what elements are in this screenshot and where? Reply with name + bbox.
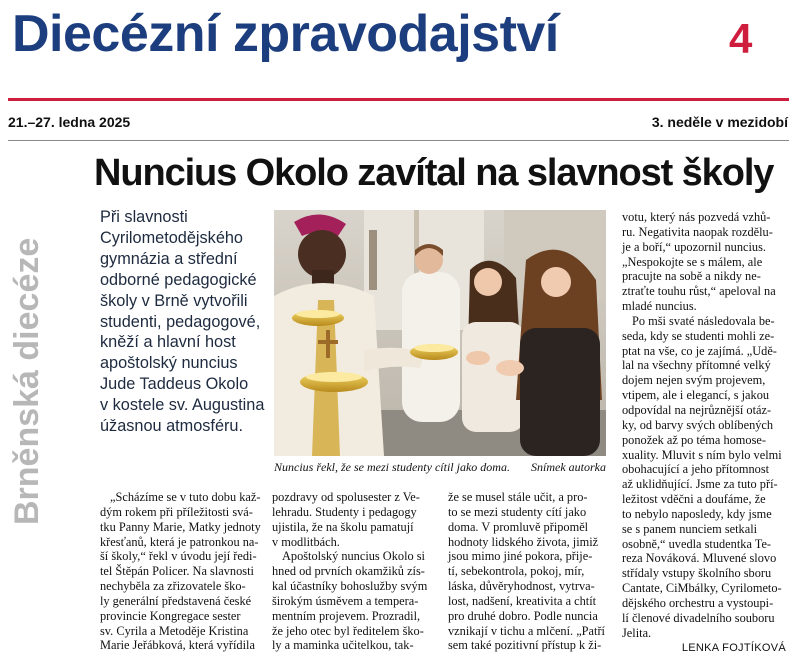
text-line: „Scházíme se v tuto dobu kaž-	[110, 490, 261, 504]
text-line: vtipem, ale i elegancí, s jakou	[622, 388, 770, 403]
article-author: LENKA FOJTÍKOVÁ	[681, 642, 786, 655]
lead-line: v kostele sv. Augustina	[100, 396, 265, 415]
article-headline: Nuncius Okolo zavítal na slavnost školy	[94, 152, 774, 194]
body-column-2	[272, 490, 436, 653]
body-column-3	[448, 490, 612, 653]
text-line: provincie Kongregace sester	[100, 608, 241, 623]
text-line: sem také pozitivní přístup k ži-	[448, 638, 602, 653]
text-line: až uklidňující. Jsme za tuto pří-	[622, 477, 778, 492]
lead-line: gymnázia a střední	[100, 249, 238, 268]
lead-line: školy v Brně vytvořili	[100, 291, 248, 310]
text-line: kal účastníky bohoslužby svým	[272, 579, 428, 594]
caption-text: Nuncius řekl, že se mezi studenty cítil jako doma.	[274, 460, 510, 474]
text-line: křesťanů, která je patronkou na-	[100, 534, 259, 549]
text-line: tí, sebekontrola, pokoj, mír,	[448, 564, 585, 579]
text-line: ptat na vše, co je zajímá. „Udě-	[622, 343, 777, 358]
bottom-rule	[8, 140, 789, 141]
text-line: lí členové divadelního souboru	[622, 610, 775, 625]
text-line: obohacující a jeho přítomnost	[622, 462, 770, 477]
text-line: seda, kdy se studenti mohli ze-	[622, 328, 775, 343]
text-line: ší školy,“ řekl v úvodu její ředi-	[100, 549, 257, 564]
text-line: ru. Negativita naopak rozdělu-	[622, 224, 773, 239]
text-line: dějského orchestru a vystoupi-	[622, 595, 774, 610]
text-line: Apoštolský nuncius Okolo si	[282, 549, 425, 564]
text-line: doma. V promluvě připoměl	[448, 519, 589, 534]
article-photo	[274, 210, 606, 456]
text-line: ly a maminka učitelkou, tak-	[272, 638, 414, 653]
text-line: ly generální představená české	[100, 593, 252, 608]
text-line: tel Štěpán Policer. Na slavnosti	[100, 564, 254, 579]
text-line: pracujte na sobě a nikdy ne-	[622, 269, 761, 284]
section-label: Brněnská diecéze	[8, 237, 46, 525]
text-line: odpovídal na nejrůznější otáz-	[622, 402, 772, 417]
lead-line: odborné pedagogické	[100, 270, 257, 289]
masthead-title: Diecézní zpravodajství	[12, 5, 559, 63]
text-line: širokým úsměvem a tempera-	[272, 593, 419, 608]
text-line: pro druhé dobro. Podle nuncia	[448, 608, 598, 623]
text-line: láska, důvěryhodnost, vytrva-	[448, 579, 595, 594]
text-line: „Nespokojte se s málem, ale	[622, 254, 763, 269]
text-line: xuality. Mluvit s ním bylo velmi	[622, 447, 782, 462]
lead-line: Při slavnosti	[100, 208, 188, 226]
text-line: pozdravy od spolusester z Ve-	[272, 490, 420, 504]
top-rule	[8, 98, 789, 101]
text-line: osobně,“ uvedla studentka Te-	[622, 536, 772, 551]
text-line: střídaly vstupy školního sboru	[622, 566, 772, 581]
body-column-1	[100, 490, 260, 653]
text-line: lehradu. Studenty i pedagogy	[272, 504, 417, 519]
text-line: jsou mimo jiné pokora, přije-	[448, 549, 593, 564]
text-line: v modlitbách.	[272, 534, 340, 549]
text-line: hned od prvních okamžiků zís-	[272, 564, 425, 579]
text-line: to se mezi studenty cítí jako	[448, 504, 587, 519]
text-line: ky, od barvy svých oblíbených	[622, 417, 774, 432]
lead-line: apoštolský nuncius	[100, 354, 238, 373]
text-line: mentním projevem. Prozradil,	[272, 608, 421, 623]
liturgical-sunday: 3. neděle v mezidobí	[651, 114, 788, 130]
text-line: hodnoty lidského života, jimiž	[448, 534, 599, 549]
text-line: tku Panny Marie, Matky jednoty	[100, 519, 261, 534]
text-line: vznikají v tichu a mlčení. „Patří	[448, 623, 605, 638]
text-line: nechyběla za zřizovatele ško-	[100, 579, 246, 594]
article-lead	[100, 207, 268, 437]
text-line: Po mši svaté následovala be-	[632, 313, 775, 328]
lead-line: kněží a hlavní host	[100, 333, 236, 352]
issue-dates: 21.–27. ledna 2025	[8, 114, 131, 130]
text-line: Jelita.	[622, 625, 652, 640]
text-line: ztraťte touhu růst,“ apeloval na	[622, 284, 776, 299]
text-line: votu, který nás pozvedá vzhů-	[622, 210, 771, 224]
text-line: je a boří,“ upozornil nuncius.	[622, 239, 766, 254]
lead-line: úžasnou atmosféru.	[100, 417, 243, 436]
photo-caption	[274, 460, 606, 474]
text-line: že se musel stále učit, a pro-	[448, 490, 588, 504]
lead-line: studenti, pedagogové,	[100, 312, 261, 331]
text-line: ujistila, že na školu pamatují	[272, 519, 414, 534]
text-line: to nebylo naposledy, kdy jsme	[622, 506, 772, 521]
text-line: Cantate, CiMbálky, Cyrilometo-	[622, 581, 782, 596]
text-line: se s panem nunciem setkali	[622, 521, 758, 536]
text-line: dojem nejen svým projevem,	[622, 373, 766, 388]
page-number: 4	[729, 15, 753, 62]
lead-line: Cyrilometodějského	[100, 228, 243, 247]
text-line: ležitost vděčni a doufáme, že	[622, 492, 766, 507]
text-line: že jeho otec byl ředitelem ško-	[272, 623, 424, 638]
text-line: mladé nuncius.	[622, 299, 697, 314]
text-line: dým rokem při příležitosti svá-	[100, 504, 253, 519]
text-line: ponožek až po téma homose-	[622, 432, 766, 447]
text-line: Marie Jeřábková, která vyřídila	[100, 638, 255, 653]
text-line: reza Nováková. Mluvené slovo	[622, 551, 777, 566]
lead-line: Jude Taddeus Okolo	[100, 375, 249, 394]
photo-credit: Snímek autorka	[531, 460, 606, 474]
text-line: sv. Cyrila a Metoděje Kristina	[100, 623, 249, 638]
body-column-4	[622, 210, 786, 656]
text-line: lost, nadšení, kreativita a chtít	[448, 593, 597, 608]
text-line: lal na všechny přítomné velký	[622, 358, 771, 373]
